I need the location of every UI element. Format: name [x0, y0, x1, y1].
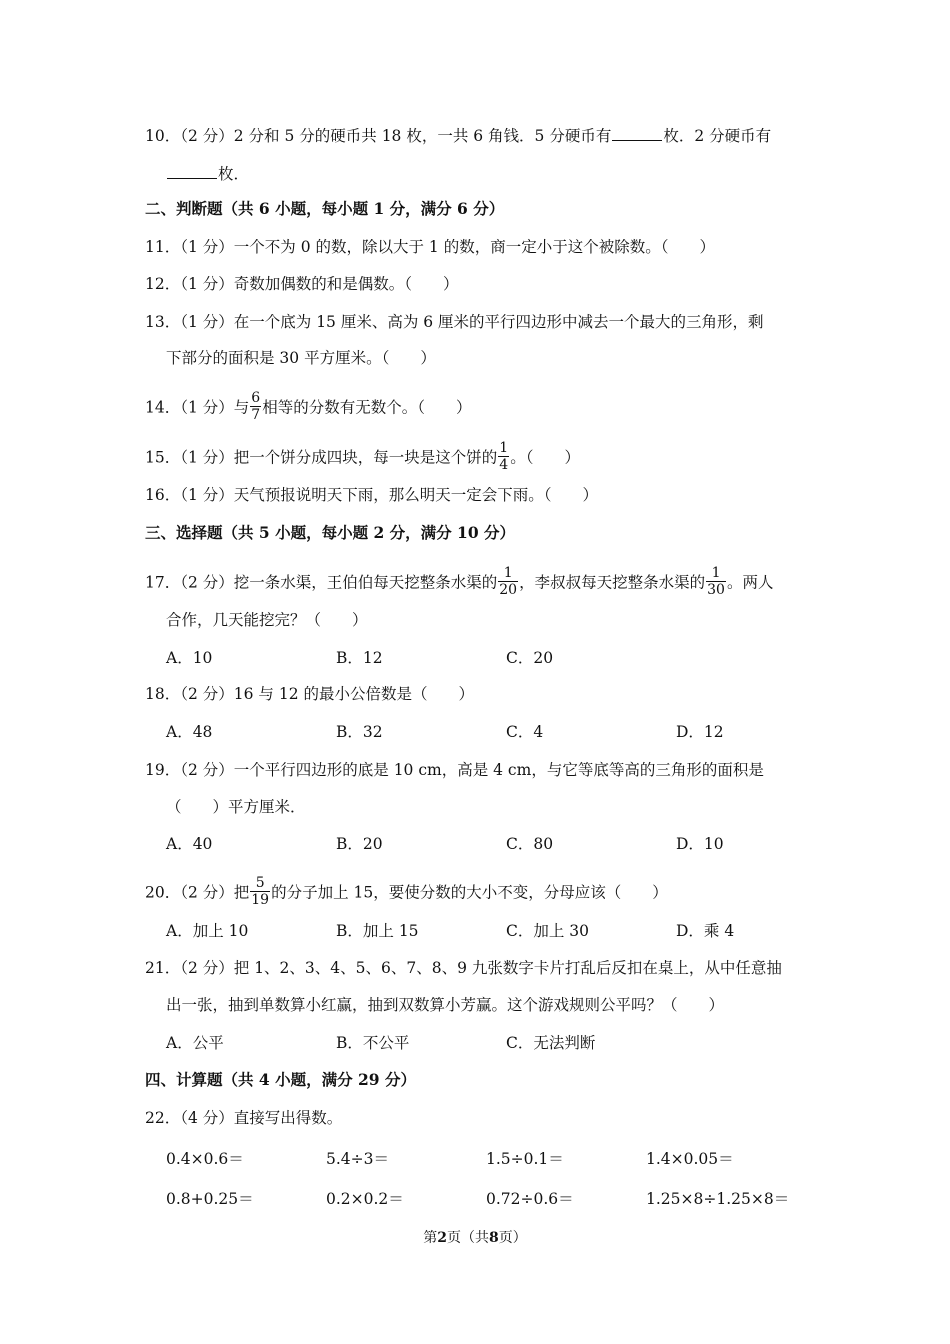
calc-item: 0.2×0.2＝ [326, 1190, 404, 1208]
q14-text-b: 相等的分数有无数个。（ ） [262, 398, 472, 417]
q20-option-d: D．乘 4 [676, 922, 735, 940]
fraction-numerator: 1 [499, 440, 509, 456]
section-4-heading: 四、计算题（共 4 小题，满分 29 分） [145, 1070, 416, 1089]
calc-item: 0.4×0.6＝ [166, 1150, 244, 1168]
q18-option-c: C．4 [506, 723, 544, 741]
question-22: 22．（4 分）直接写出得数。 [145, 1109, 343, 1127]
answer-blank [167, 163, 217, 179]
fraction-numerator: 1 [706, 565, 726, 582]
calc-item: 0.72÷0.6＝ [486, 1190, 574, 1208]
fraction-numerator: 6 [251, 390, 261, 406]
q18-option-d: D．12 [676, 723, 724, 741]
q19-option-b: B．20 [336, 835, 383, 853]
calc-item: 0.8+0.25＝ [166, 1190, 254, 1208]
section-3-heading: 三、选择题（共 5 小题，每小题 2 分，满分 10 分） [145, 523, 516, 542]
question-20 [145, 877, 668, 910]
question-21-line-2: 出一张，抽到单数算小红赢，抽到双数算小芳赢。这个游戏规则公平吗？（ ） [166, 996, 725, 1014]
section-2-heading: 二、判断题（共 6 小题，每小题 1 分，满分 6 分） [145, 199, 505, 218]
q17-option-a: A．10 [166, 649, 213, 667]
q15-text-b: 。（ ） [510, 448, 580, 467]
calc-item: 1.4×0.05＝ [646, 1150, 734, 1168]
q21-option-b: B．不公平 [336, 1034, 410, 1052]
footer-text: 页） [498, 1230, 527, 1246]
calc-item: 1.5÷0.1＝ [486, 1150, 564, 1168]
question-19-line-1: 19．（2 分）一个平行四边形的底是 10 cm，高是 4 cm，与它等底等高的三角形的面积是 [145, 761, 764, 779]
fraction-numerator: 5 [250, 875, 270, 892]
fraction [498, 565, 518, 598]
fraction-denominator: 4 [499, 457, 509, 473]
fraction-denominator: 7 [251, 407, 261, 423]
q18-option-a: A．48 [166, 723, 213, 741]
question-13-line-2: 下部分的面积是 30 平方厘米。（ ） [166, 349, 436, 367]
question-18: 18．（2 分）16 与 12 的最小公倍数是（ ） [145, 685, 474, 703]
fraction [250, 390, 261, 423]
q17-option-b: B．12 [336, 649, 383, 667]
footer-text: 页（共 [447, 1230, 489, 1246]
q21-option-c: C．无法判断 [506, 1034, 596, 1052]
question-11: 11．（1 分）一个不为 0 的数，除以大于 1 的数，商一定小于这个被除数。（ ） [145, 238, 715, 256]
calc-item: 5.4÷3＝ [326, 1150, 389, 1168]
fraction-numerator: 1 [498, 565, 518, 582]
page-footer [0, 1229, 950, 1247]
fraction-denominator: 30 [707, 582, 725, 598]
fraction-denominator: 19 [251, 892, 270, 908]
page-number: 2 [437, 1230, 447, 1246]
q19-option-d: D．10 [676, 835, 724, 853]
question-19-line-2: （ ）平方厘米． [166, 798, 306, 816]
question-14 [145, 392, 471, 425]
question-16: 16．（1 分）天气预报说明天下雨，那么明天一定会下雨。（ ） [145, 486, 599, 504]
q20-option-a: A．加上 10 [166, 922, 249, 940]
q10-text-b: 枚．2 分硬币有 [663, 127, 772, 145]
footer-text: 第 [423, 1230, 438, 1246]
q17-option-c: C．20 [506, 649, 554, 667]
q21-option-a: A．公平 [166, 1034, 224, 1052]
page-total: 8 [489, 1230, 499, 1246]
fraction [498, 440, 509, 473]
q15-text-a: 15．（1 分）把一个饼分成四块，每一块是这个饼的 [145, 448, 498, 467]
question-12: 12．（1 分）奇数加偶数的和是偶数。（ ） [145, 275, 459, 293]
answer-blank [612, 125, 662, 141]
question-17-line-1 [145, 567, 773, 600]
q17-text-a: 17．（2 分）挖一条水渠，王伯伯每天挖整条水渠的 [145, 573, 498, 592]
question-15 [145, 442, 580, 475]
question-17-line-2: 合作，几天能挖完？（ ） [166, 611, 368, 629]
q20-option-b: B．加上 15 [336, 922, 419, 940]
q19-option-a: A．40 [166, 835, 213, 853]
q17-text-b: ，李叔叔每天挖整条水渠的 [519, 573, 706, 592]
q20-option-c: C．加上 30 [506, 922, 590, 940]
calc-item: 1.25×8÷1.25×8＝ [646, 1190, 790, 1208]
q18-option-b: B．32 [336, 723, 383, 741]
fraction-denominator: 20 [499, 582, 518, 598]
question-13-line-1: 13．（1 分）在一个底为 15 厘米、高为 6 厘米的平行四边形中减去一个最大的三角形，剩 [145, 313, 764, 331]
q20-text-b: 的分子加上 15，要使分数的大小不变，分母应该（ ） [271, 883, 668, 902]
question-10-line-2 [166, 163, 249, 184]
fraction [706, 565, 726, 598]
q20-text-a: 20．（2 分）把 [145, 883, 250, 902]
q14-text-a: 14．（1 分）与 [145, 398, 250, 417]
q19-option-c: C．80 [506, 835, 554, 853]
question-21-line-1: 21．（2 分）把 1、2、3、4、5、6、7、8、9 九张数字卡片打乱后反扣在桌上，从中任意抽 [145, 959, 782, 977]
q17-text-c: 。两人 [726, 573, 774, 592]
fraction [250, 875, 270, 908]
question-10-line-1 [145, 125, 771, 146]
q10-text-a: 10．（2 分）2 分和 5 分的硬币共 18 枚，一共 6 角钱．5 分硬币有 [145, 127, 612, 145]
q10-text-c: 枚． [218, 165, 250, 183]
